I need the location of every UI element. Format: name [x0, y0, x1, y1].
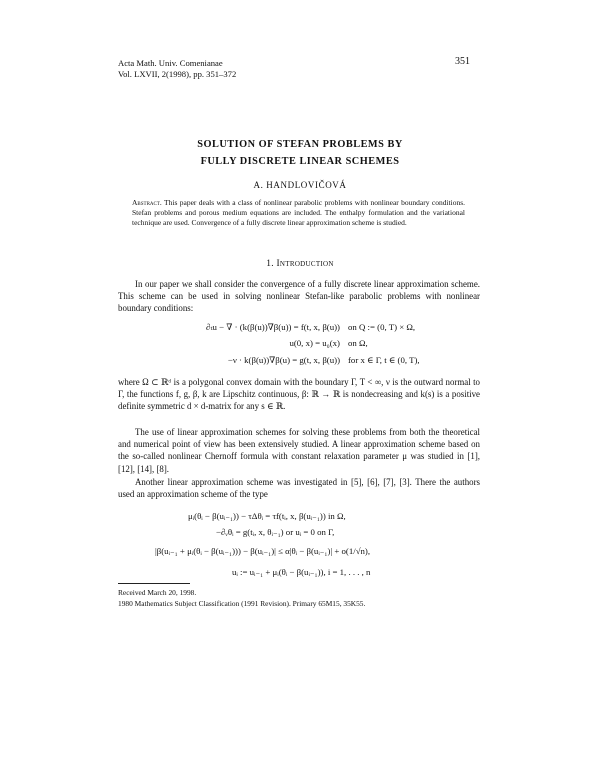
paragraph-1: In our paper we shall consider the convergence of a fully discrete linear approximation scheme. This scheme can be used in solving nonlinear Stefan-like parabolic problems with nonlinear boundary conditions:	[118, 279, 480, 314]
author: A. HANDLOVIČOVÁ	[253, 180, 347, 190]
equation-2-left: u(0, x) = u₀(x)	[289, 338, 340, 348]
title-line-1: SOLUTION OF STEFAN PROBLEMS BY	[197, 139, 403, 150]
paragraph-4: Another linear approximation scheme was investigated in [5], [6], [7], [3]. There the authors used an approximation scheme of the type	[118, 477, 480, 500]
abstract	[132, 198, 465, 228]
title-line-2: FULLY DISCRETE LINEAR SCHEMES	[200, 156, 400, 167]
journal-name: Acta Math. Univ. Comenianae	[118, 58, 223, 68]
footnote-msc: 1980 Mathematics Subject Classification (1991 Revision). Primary 65M15, 35K55.	[118, 599, 366, 608]
paragraph-2: where Ω ⊂ ℝᵈ is a polygonal convex domain with the boundary Γ, T < ∞, ν is the outward normal to Γ, the functions f, g, β, k are Lipschitz continuous, β: ℝ → ℝ is nondecreasing and k(s) is a positive definite symmetric d × d-matrix for any s ∈ ℝ.	[118, 377, 480, 412]
journal-volume: Vol. LXVII, 2(1998), pp. 351–372	[118, 69, 237, 79]
paper-title	[0, 136, 600, 170]
equation-1-left: ∂ₜu − ∇ · (k(β(u))∇β(u)) = f(t, x, β(u))	[206, 322, 340, 332]
equation-3-right: for x ∈ Γ, t ∈ (0, T),	[348, 355, 420, 365]
equation-3-left: −ν · k(β(u))∇β(u) = g(t, x, β(u))	[227, 355, 340, 365]
section-heading-introduction: 1. Introduction	[266, 259, 334, 269]
journal-citation	[118, 58, 236, 80]
paragraph-3: The use of linear approximation schemes for solving these problems from both the theoretical and numerical point of view has been extensively studied. A linear approximation scheme based on the so-called nonlinear Chernoff formula with constant relaxation parameter μ was studied in [1], [12], [14], [8].	[118, 427, 480, 474]
scheme-equation-1: μᵢ(θᵢ − β(uᵢ₋₁)) − τΔθᵢ = τf(tᵢ, x, β(uᵢ₋₁)) in Ω,	[188, 511, 346, 521]
equation-2-right: on Ω,	[348, 338, 368, 348]
footnote-divider	[118, 583, 190, 584]
scheme-equation-4: uᵢ := uᵢ₋₁ + μᵢ(θᵢ − β(uᵢ₋₁)), i = 1, . . . , n	[232, 567, 371, 577]
abstract-label: Abstract.	[132, 198, 162, 207]
footnote-received: Received March 20, 1998.	[118, 588, 197, 597]
page-number: 351	[455, 56, 470, 67]
abstract-text: This paper deals with a class of nonlinear parabolic problems with nonlinear boundary conditions. Stefan problems and porous medium equations are included. The enthalpy formulation and the variational technique are used. Convergence of a fully discrete linear approximation scheme is studied.	[132, 198, 465, 227]
equation-1-right: on Q := (0, T) × Ω,	[348, 322, 416, 332]
scheme-equation-2: −∂ᵥθᵢ = g(tᵢ, x, θᵢ₋₁) or uᵢ = 0 on Γ,	[216, 527, 335, 537]
scheme-equation-3: |β(uᵢ₋₁ + μᵢ(θᵢ − β(uᵢ₋₁))) − β(uᵢ₋₁)| ≤ α|θᵢ − β(uᵢ₋₁)| + o(1/√n),	[155, 546, 371, 556]
